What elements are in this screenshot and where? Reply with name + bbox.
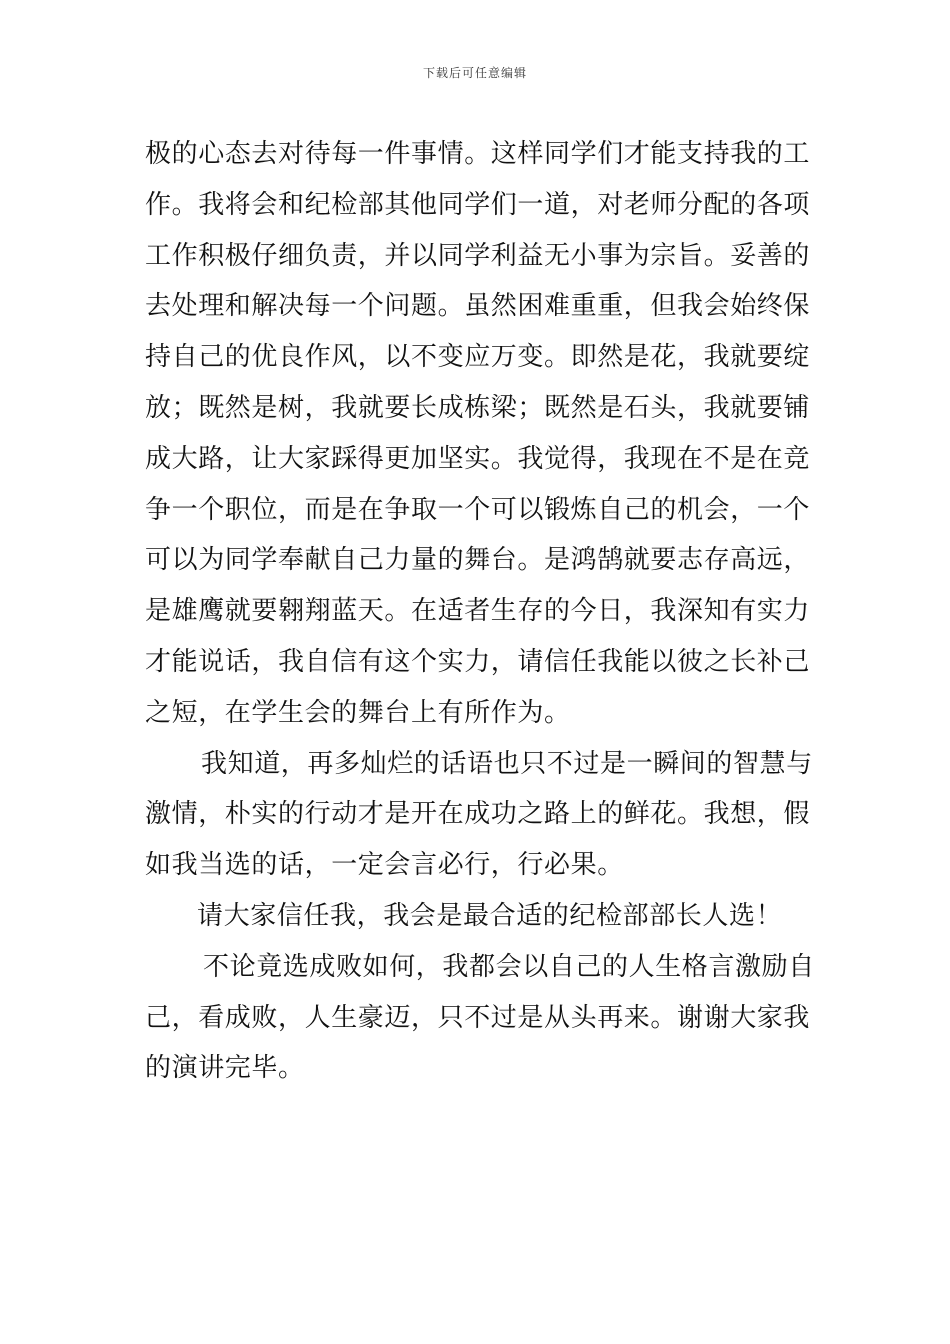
text-line: 激情，朴实的行动才是开在成功之路上的鲜花。我想，假 bbox=[145, 799, 811, 830]
text-line: 工作积极仔细负责，并以同学利益无小事为宗旨。妥善的 bbox=[145, 240, 811, 271]
paragraph-1 bbox=[145, 129, 809, 739]
text-line: 请大家信任我，我会是最合适的纪检部部长人选！ bbox=[197, 900, 783, 931]
text-line: 是雄鹰就要翱翔蓝天。在适者生存的今日，我深知有实力 bbox=[145, 596, 811, 627]
text-line: 持自己的优良作风，以不变应万变。即然是花，我就要绽 bbox=[145, 342, 811, 373]
paragraph-4 bbox=[145, 942, 815, 1094]
text-line: 可以为同学奉献自己力量的舞台。是鸿鹄就要志存高远， bbox=[145, 545, 811, 576]
text-line: 成大路，让大家踩得更加坚实。我觉得，我现在不是在竞 bbox=[145, 443, 811, 474]
text-line: 极的心态去对待每一件事情。这样同学们才能支持我的工 bbox=[145, 139, 811, 169]
text-line: 才能说话，我自信有这个实力，请信任我能以彼之长补己 bbox=[145, 646, 811, 677]
document-body bbox=[145, 129, 815, 1094]
page-header: 下载后可任意编辑 bbox=[422, 66, 527, 80]
text-line: 己，看成败，人生豪迈，只不过是从头再来。谢谢大家我 bbox=[145, 1002, 811, 1033]
text-line: 如我当选的话，一定会言必行，行必果。 bbox=[145, 850, 624, 881]
paragraph-3 bbox=[145, 891, 809, 942]
paragraph-2 bbox=[145, 739, 813, 891]
text-line: 我知道，再多灿烂的话语也只不过是一瞬间的智慧与 bbox=[201, 748, 813, 779]
text-line: 不论竟选成败如何，我都会以自己的人生格言激励自 bbox=[203, 951, 815, 982]
text-line: 争一个职位，而是在争取一个可以锻炼自己的机会，一个 bbox=[145, 494, 811, 525]
text-line: 作。我将会和纪检部其他同学们一道，对老师分配的各项 bbox=[145, 189, 811, 220]
text-line: 的演讲完毕。 bbox=[145, 1053, 305, 1084]
text-line: 去处理和解决每一个问题。虽然困难重重，但我会始终保 bbox=[145, 291, 811, 322]
text-line: 之短，在学生会的舞台上有所作为。 bbox=[145, 697, 571, 728]
text-line: 放；既然是树，我就要长成栋梁；既然是石头，我就要铺 bbox=[145, 392, 811, 423]
